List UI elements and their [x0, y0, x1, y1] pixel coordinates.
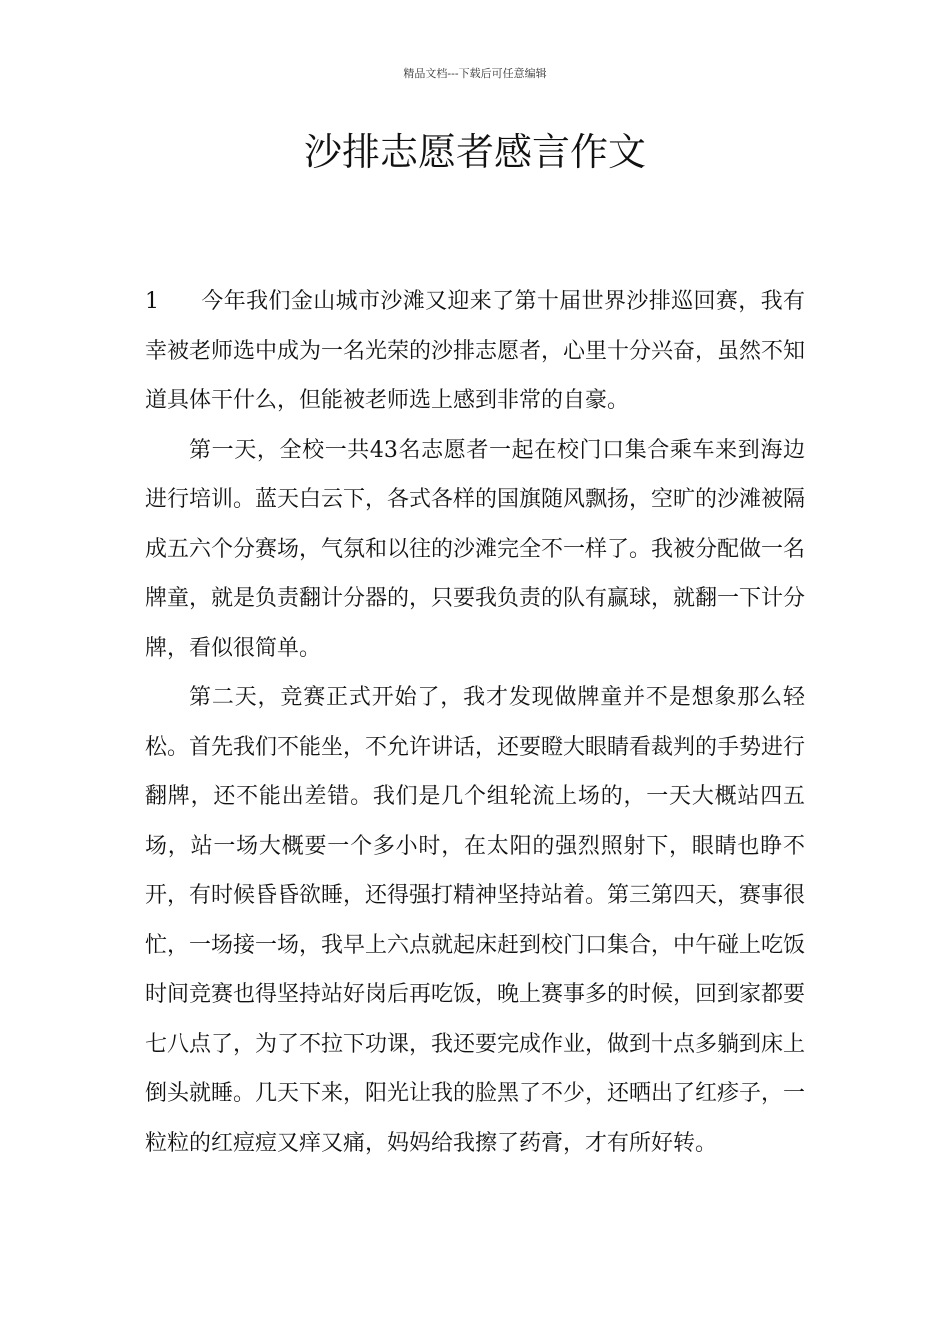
- page-header: 精品文档---下载后可任意编辑: [403, 67, 547, 80]
- paragraph-text: 今年我们金山城市沙滩又迎来了第十届世界沙排巡回赛，我有幸被老师选中成为一名光荣的沙排志愿者，心里十分兴奋，虽然不知道具体干什么，但能被老师选上感到非常的自豪。: [145, 289, 806, 413]
- paragraph-3: 第二天，竞赛正式开始了，我才发现做牌童并不是想象那么轻松。首先我们不能坐，不允许讲话，还要瞪大眼睛看裁判的手势进行翻牌，还不能出差错。我们是几个组轮流上场的，一天大概站四五场，站一场大概要一个多小时，在太阳的强烈照射下，眼睛也睁不开，有时候昏昏欲睡，还得强打精神坚持站着。第三第四天，赛事很忙，一场接一场，我早上六点就起床赶到校门口集合，中午碰上吃饭时间竞赛也得坚持站好岗后再吃饭，晚上赛事多的时候，回到家都要七八点了，为了不拉下功课，我还要完成作业，做到十点多躺到床上倒头就睡。几天下来，阳光让我的脸黑了不少，还晒出了红疹子，一粒粒的红痘痘又痒又痛，妈妈给我擦了药膏，才有所好转。: [145, 685, 806, 1156]
- document-title: 沙排志愿者感言作文: [303, 130, 646, 174]
- document-body: [145, 277, 805, 1168]
- paragraph-number: 1: [145, 289, 159, 314]
- paragraph-1: [145, 277, 805, 426]
- paragraph-2: 第一天，全校一共43名志愿者一起在校门口集合乘车来到海边进行培训。蓝天白云下，各式各样的国旗随风飘扬，空旷的沙滩被隔成五六个分赛场，气氛和以往的沙滩完全不一样了。我被分配做一名牌童，就是负责翻计分器的，只要我负责的队有赢球，就翻一下计分牌，看似很简单。: [145, 437, 806, 661]
